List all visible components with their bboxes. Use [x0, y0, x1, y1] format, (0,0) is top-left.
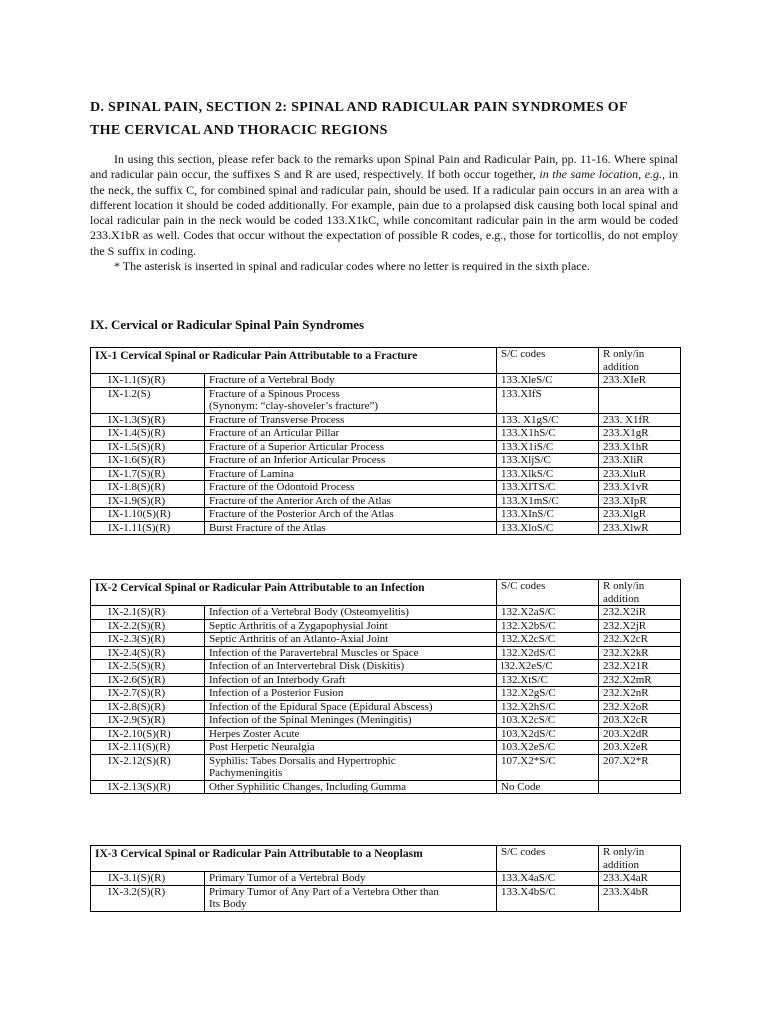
row-code: IX-1.3(S)(R)	[91, 413, 205, 427]
row-code: IX-1.8(S)(R)	[91, 481, 205, 495]
table-row	[91, 387, 681, 413]
row-code: IX-1.2(S)	[91, 387, 205, 413]
row-r-code: 232.X2nR	[599, 687, 681, 701]
row-code: IX-2.10(S)(R)	[91, 727, 205, 741]
row-r-code: 233.X1vR	[599, 481, 681, 495]
row-description-cell	[205, 714, 497, 728]
row-code: IX-1.10(S)(R)	[91, 508, 205, 522]
row-description: Fracture of the Odontoid Process	[209, 481, 355, 493]
column-header-sc: S/C codes	[497, 580, 599, 606]
table-row	[91, 673, 681, 687]
intro-paragraph-2: * The asterisk is inserted in spinal and radicular codes where no letter is required in the sixth place.	[114, 259, 590, 274]
table-row	[91, 619, 681, 633]
row-sc-code: 133.XloS/C	[497, 521, 599, 535]
row-code: IX-1.4(S)(R)	[91, 427, 205, 441]
row-code: IX-1.1(S)(R)	[91, 374, 205, 388]
row-code: IX-2.4(S)(R)	[91, 646, 205, 660]
row-description-cell	[205, 687, 497, 701]
row-sc-code: l32.X2eS/C	[497, 660, 599, 674]
row-sc-code: 133.X1hS/C	[497, 427, 599, 441]
table-row	[91, 714, 681, 728]
table-row	[91, 427, 681, 441]
row-description-cell	[205, 494, 497, 508]
row-code: IX-2.5(S)(R)	[91, 660, 205, 674]
row-description-cell	[205, 660, 497, 674]
table-row	[91, 440, 681, 454]
row-description: Post Herpetic Neuralgia	[209, 741, 315, 753]
neoplasm-table	[90, 845, 681, 912]
row-r-code: 233.X4bR	[599, 885, 681, 911]
row-description-cell	[205, 633, 497, 647]
table-row	[91, 413, 681, 427]
row-description-cont: Its Body	[209, 898, 247, 910]
row-code: IX-2.9(S)(R)	[91, 714, 205, 728]
row-r-code: 233.XlgR	[599, 508, 681, 522]
row-description-cell	[205, 467, 497, 481]
row-r-code: 233.XliR	[599, 454, 681, 468]
row-description: Fracture of a Vertebral Body	[209, 374, 335, 386]
row-sc-code: 133.XlkS/C	[497, 467, 599, 481]
row-code: IX-1.11(S)(R)	[91, 521, 205, 535]
table-row	[91, 687, 681, 701]
column-header-sc: S/C codes	[497, 846, 599, 872]
table-row	[91, 741, 681, 755]
row-description-cell	[205, 440, 497, 454]
row-r-code: 203.X2eR	[599, 741, 681, 755]
heading-line-1: D. SPINAL PAIN, SECTION 2: SPINAL AND RADICULAR PAIN SYNDROMES OF	[90, 100, 628, 115]
intro-text	[90, 152, 678, 274]
row-sc-code: 103.X2cS/C	[497, 714, 599, 728]
row-description: Infection of an Intervertebral Disk (Diskitis)	[209, 660, 405, 672]
row-description-cell	[205, 606, 497, 620]
row-code: IX-2.3(S)(R)	[91, 633, 205, 647]
row-description-cell	[205, 427, 497, 441]
row-code: IX-3.2(S)(R)	[91, 885, 205, 911]
row-r-code: 207.X2*R	[599, 754, 681, 780]
intro-paragraph-1	[90, 152, 678, 259]
intro-p1-a: In using this section, please refer back to the remarks upon Spinal Pain and Radicular Pain, pp. 11-16. Where spinal and radicular pain occur, the suffixes S and R are used, respectively. If both occur together,	[90, 152, 678, 182]
table-row	[91, 872, 681, 886]
row-description: Infection of the Epidural Space (Epidural Abscess)	[209, 700, 433, 713]
row-code: IX-3.1(S)(R)	[91, 872, 205, 886]
row-sc-code: 107.X2*S/C	[497, 754, 599, 780]
row-description-cell	[205, 387, 497, 413]
row-description-cell	[205, 374, 497, 388]
table-row	[91, 754, 681, 780]
row-description-cell	[205, 646, 497, 660]
row-code: IX-2.6(S)(R)	[91, 673, 205, 687]
row-r-code: 233.XIeR	[599, 374, 681, 388]
row-r-code: 233.XlwR	[599, 521, 681, 535]
row-description: Fracture of a Superior Articular Process	[209, 440, 385, 453]
heading-line-2: THE CERVICAL AND THORACIC REGIONS	[90, 123, 388, 138]
table-row	[91, 374, 681, 388]
row-description: Infection of the Spinal Meninges (Meningitis)	[209, 714, 412, 726]
row-code: IX-2.12(S)(R)	[91, 754, 205, 780]
row-r-code: 233.X4aR	[599, 872, 681, 886]
row-r-code: 232.X21R	[599, 660, 681, 674]
row-description: Fracture of the Posterior Arch of the Atlas	[209, 508, 394, 520]
table-header-row	[91, 580, 681, 606]
row-description: Fracture of an Articular Pillar	[209, 427, 340, 439]
row-description-cell	[205, 673, 497, 687]
row-sc-code: 133.X1iS/C	[497, 440, 599, 454]
table-row	[91, 727, 681, 741]
row-description-cell	[205, 619, 497, 633]
column-header-r: R only/in addition	[599, 580, 681, 606]
row-sc-code: 133.X4bS/C	[497, 885, 599, 911]
row-r-code: 233.X1hR	[599, 440, 681, 454]
row-r-code: 232.X2cR	[599, 633, 681, 647]
row-sc-code: 133. X1gS/C	[497, 413, 599, 427]
row-description-cell	[205, 454, 497, 468]
row-sc-code: 133.XljS/C	[497, 454, 599, 468]
intro-p1-emphasis: in the same location, e.g.,	[539, 167, 666, 182]
row-sc-code: 133.XIfS	[497, 387, 599, 413]
row-r-code	[599, 387, 681, 413]
row-sc-code: No Code	[497, 780, 599, 794]
row-description: Fracture of Transverse Process	[209, 413, 345, 426]
row-r-code: 232.X2kR	[599, 646, 681, 660]
row-description: Fracture of the Anterior Arch of the Atlas	[209, 494, 391, 507]
row-description: Fracture of a Spinous Process	[209, 387, 340, 400]
table-header-row	[91, 846, 681, 872]
row-description-cell	[205, 481, 497, 495]
row-description-cell	[205, 885, 497, 911]
row-description: Primary Tumor of a Vertebral Body	[209, 872, 366, 884]
row-r-code: 203.X2dR	[599, 727, 681, 741]
row-description: Fracture of an Inferior Articular Process	[209, 454, 386, 466]
row-description: Burst Fracture of the Atlas	[209, 521, 326, 534]
row-sc-code: 133.X4aS/C	[497, 872, 599, 886]
row-sc-code: 132.X2aS/C	[497, 606, 599, 620]
row-sc-code: 132.X2gS/C	[497, 687, 599, 701]
row-r-code: 203.X2cR	[599, 714, 681, 728]
row-description-cell	[205, 727, 497, 741]
table-row	[91, 606, 681, 620]
row-description: Other Syphilitic Changes, Including Gumma	[209, 780, 407, 793]
row-r-code: 233.XIpR	[599, 494, 681, 508]
row-sc-code: 103.X2dS/C	[497, 727, 599, 741]
row-description-cell	[205, 754, 497, 780]
row-code: IX-2.7(S)(R)	[91, 687, 205, 701]
table-title: IX-3 Cervical Spinal or Radicular Pain Attributable to a Neoplasm	[91, 846, 497, 872]
row-description-cont: Pachymeningitis	[209, 767, 283, 779]
row-sc-code: 132.X2bS/C	[497, 619, 599, 633]
fracture-table	[90, 347, 681, 535]
row-code: IX-2.1(S)(R)	[91, 606, 205, 620]
row-r-code: 232.X2iR	[599, 606, 681, 620]
row-description: Syphilis: Tabes Dorsalis and Hypertrophic	[209, 754, 396, 767]
table-row	[91, 467, 681, 481]
row-r-code: 232.X2mR	[599, 673, 681, 687]
table-row	[91, 521, 681, 535]
row-description-cell	[205, 413, 497, 427]
row-r-code: 232.X2oR	[599, 700, 681, 714]
table-row	[91, 646, 681, 660]
row-sc-code: 133.XleS/C	[497, 374, 599, 388]
table-row	[91, 633, 681, 647]
column-header-sc: S/C codes	[497, 348, 599, 374]
row-code: IX-1.9(S)(R)	[91, 494, 205, 508]
row-r-code: 232.X2jR	[599, 619, 681, 633]
row-code: IX-1.7(S)(R)	[91, 467, 205, 481]
row-description: Infection of an Interbody Graft	[209, 673, 346, 686]
row-description: Infection of a Posterior Fusion	[209, 687, 344, 699]
table-header-row	[91, 348, 681, 374]
row-description: Primary Tumor of Any Part of a Vertebra Other than	[209, 885, 439, 898]
row-r-code: 233.X1gR	[599, 427, 681, 441]
table-title: IX-1 Cervical Spinal or Radicular Pain Attributable to a Fracture	[91, 348, 497, 374]
row-code: IX-1.5(S)(R)	[91, 440, 205, 454]
row-code: IX-2.2(S)(R)	[91, 619, 205, 633]
row-description-cell	[205, 872, 497, 886]
column-header-r: R only/in addition	[599, 348, 681, 374]
infection-table	[90, 579, 681, 794]
page-heading	[90, 96, 690, 142]
row-description-cell	[205, 700, 497, 714]
row-r-code: 233.XluR	[599, 467, 681, 481]
row-code: IX-1.6(S)(R)	[91, 454, 205, 468]
row-sc-code: 132.X2hS/C	[497, 700, 599, 714]
row-description-cell	[205, 780, 497, 794]
row-sc-code: 132.X2dS/C	[497, 646, 599, 660]
table-row	[91, 780, 681, 794]
table-row	[91, 481, 681, 495]
row-r-code: 233. X1fR	[599, 413, 681, 427]
column-header-r: R only/in addition	[599, 846, 681, 872]
table-row	[91, 660, 681, 674]
row-code: IX-2.11(S)(R)	[91, 741, 205, 755]
row-sc-code: 133.XITS/C	[497, 481, 599, 495]
row-description-cell	[205, 508, 497, 522]
row-description: Septic Arthritis of an Atlanto-Axial Joint	[209, 633, 389, 645]
table-title: IX-2 Cervical Spinal or Radicular Pain Attributable to an Infection	[91, 580, 497, 606]
table-row	[91, 508, 681, 522]
table-row	[91, 700, 681, 714]
table-row	[91, 885, 681, 911]
row-sc-code: 132.XtS/C	[497, 673, 599, 687]
row-description-cell	[205, 521, 497, 535]
table-row	[91, 454, 681, 468]
row-description: Infection of a Vertebral Body (Osteomyelitis)	[209, 606, 409, 618]
row-description: Infection of the Paravertebral Muscles or Space	[209, 646, 419, 659]
row-sc-code: 133.XInS/C	[497, 508, 599, 522]
row-sc-code: 133.X1mS/C	[497, 494, 599, 508]
row-code: IX-2.8(S)(R)	[91, 700, 205, 714]
row-sc-code: 132.X2cS/C	[497, 633, 599, 647]
row-description: Fracture of Lamina	[209, 467, 294, 480]
row-description: Herpes Zoster Acute	[209, 727, 300, 740]
row-r-code	[599, 780, 681, 794]
intro-p1-b: in the neck, the suffix C, for combined spinal and radicular pain, should be used. If a radicular pain occurs in an area with a different location it should be coded additionally. For example, pain due to a prolapsed disk causing both local spinal and local radicular pain in the neck would be coded 133.X1kC, while concomitant radicular pain in the arm would be coded 233.X1bR as well. Codes that occur without the expectation of possible R codes, e.g., those for torticollis, do not employ the S suffix in coding.	[90, 167, 678, 258]
row-description: Septic Arthritis of a Zygapophysial Joint	[209, 619, 388, 632]
section-title: IX. Cervical or Radicular Spinal Pain Syndromes	[90, 317, 365, 332]
row-code: IX-2.13(S)(R)	[91, 780, 205, 794]
row-description-cell	[205, 741, 497, 755]
row-sc-code: 103.X2eS/C	[497, 741, 599, 755]
row-description-cont: (Synonym: “clay-shoveler’s fracture”)	[209, 400, 379, 412]
table-row	[91, 494, 681, 508]
